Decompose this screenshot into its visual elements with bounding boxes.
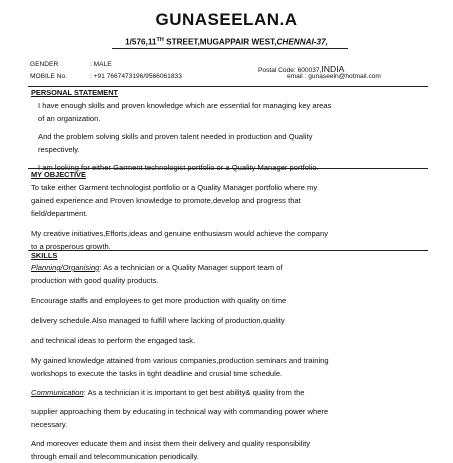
- planning-line: [31, 261, 329, 274]
- address-prefix: 1/576,11: [125, 37, 157, 47]
- text-line: workshops to execute the tasks in tight deadline and crusial time schedule.: [31, 369, 283, 378]
- text-line: supplier approaching them by educating in technical way with commanding power where: [31, 407, 329, 416]
- candidate-name: GUNASEELAN.A: [155, 10, 298, 29]
- communication-text: : As a technician it is important to get best ability& quality from the: [83, 388, 305, 397]
- text-line: necessary.: [31, 420, 68, 429]
- gender-label: GENDER: [30, 61, 59, 68]
- address-line: [0, 37, 453, 47]
- divider: [28, 86, 428, 87]
- text-line: To take either Garment technologist portfolio or a Quality Manager portfolio where my: [31, 183, 318, 192]
- text-line: gained experience and Proven knowledge to promote,develop and progress that: [31, 196, 301, 205]
- mobile-label: MOBILE No.: [30, 73, 68, 80]
- text-line: respectively.: [38, 145, 80, 154]
- text-line: Encourage staffs and employees to get more production with quality on time: [31, 296, 287, 305]
- text-line: and technical ideas to perform the engaged task.: [31, 336, 196, 345]
- personal-statement: [38, 99, 331, 174]
- postal-country: INDIA: [321, 64, 345, 74]
- text-line: delivery schedule.Also managed to fulfill where lacking of production,quality: [31, 316, 285, 325]
- text-line: I have enough skills and proven knowledge which are essential for managing key areas: [38, 101, 332, 110]
- postal-label: Postal Code: 600037,: [258, 67, 322, 74]
- email-address: email : gunaseeln@hotmail.com: [287, 73, 381, 80]
- text-line: through email and telecommunication periodically.: [31, 452, 199, 461]
- text-line: I am looking for either Garment technologist portfolio or a Quality Manager portfolio.: [38, 163, 319, 172]
- address-street: STREET,MUGAPPAIR WEST,: [163, 37, 277, 47]
- communication-label: Communication: [31, 388, 84, 397]
- text-line: My gained knowledge attained from various companies,production seminars and training: [31, 356, 329, 365]
- text-line: production with good quality products.: [31, 276, 159, 285]
- skills-text: [31, 261, 329, 463]
- divider: [28, 168, 428, 169]
- gender-value: : MALE: [90, 61, 112, 68]
- planning-text: : As a technician or a Quality Manager support team of: [99, 263, 283, 272]
- text-line: My creative initiatives,Efforts,ideas and genuine enthusiasm would achieve the company: [31, 229, 329, 238]
- text-line: to a prosperous growth.: [31, 242, 111, 251]
- section-heading-skills: SKILLS: [31, 251, 58, 260]
- section-heading-objective: MY OBJECTIVE: [31, 170, 86, 179]
- divider: [28, 250, 428, 251]
- address-city: CHENNAI-37,: [276, 37, 328, 47]
- text-line: And the problem solving skills and proven talent needed in production and Quality: [38, 132, 313, 141]
- address-underline: [112, 48, 348, 49]
- communication-line: [31, 386, 329, 399]
- text-line: field/department.: [31, 209, 88, 218]
- planning-label: Planning/Organising: [31, 263, 100, 272]
- mobile-value: : +91 7667473196/9566061833: [90, 73, 182, 80]
- objective-text: [31, 181, 328, 253]
- address-sup: TH: [156, 37, 164, 43]
- text-line: And moreover educate them and insist them their delivery and quality responsibility: [31, 439, 311, 448]
- section-heading-personal: PERSONAL STATEMENT: [31, 88, 119, 97]
- text-line: of an organization.: [38, 114, 101, 123]
